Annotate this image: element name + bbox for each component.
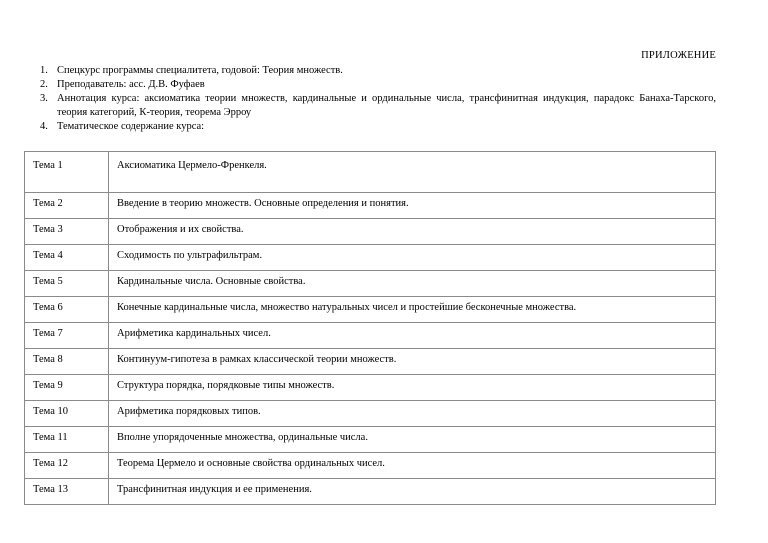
content-cell: Отображения и их свойства.	[109, 219, 716, 245]
table-row	[25, 427, 716, 453]
topic-cell: Тема 8	[25, 349, 109, 375]
content-cell: Арифметика кардинальных чисел.	[109, 323, 716, 349]
topic-cell: Тема 13	[25, 479, 109, 505]
topic-cell: Тема 11	[25, 427, 109, 453]
table-row	[25, 349, 716, 375]
content-cell: Теорема Цермело и основные свойства ординальных чисел.	[109, 453, 716, 479]
table-row	[25, 453, 716, 479]
topic-cell: Тема 9	[25, 375, 109, 401]
topic-cell: Тема 7	[25, 323, 109, 349]
content-cell: Континуум-гипотеза в рамках классической теории множеств.	[109, 349, 716, 375]
content-cell: Сходимость по ультрафильтрам.	[109, 245, 716, 271]
content-cell: Аксиоматика Цермело-Френкеля.	[109, 152, 716, 193]
table-row	[25, 479, 716, 505]
content-cell: Конечные кардинальные числа, множество натуральных чисел и простейшие бесконечные множества.	[109, 297, 716, 323]
course-info-list	[40, 64, 716, 134]
list-item-text: Аннотация курса: аксиоматика теории множеств, кардинальные и ординальные числа, трансфинитная индукция, парадокс Банаха-Тарского, теория категорий, К-теория, теорема Эрроу	[57, 93, 716, 118]
topic-cell: Тема 2	[25, 193, 109, 219]
appendix-label: ПРИЛОЖЕНИЕ	[641, 50, 716, 61]
list-item	[40, 78, 716, 92]
list-item	[40, 64, 716, 78]
topic-cell: Тема 10	[25, 401, 109, 427]
table-row	[25, 375, 716, 401]
content-cell: Введение в теорию множеств. Основные определения и понятия.	[109, 193, 716, 219]
list-item	[40, 120, 716, 134]
table-row	[25, 245, 716, 271]
topic-cell: Тема 6	[25, 297, 109, 323]
list-item-text: Преподаватель: асс. Д.В. Фуфаев	[57, 79, 205, 90]
content-cell: Арифметика порядковых типов.	[109, 401, 716, 427]
list-item-number: 2.	[40, 79, 48, 90]
topic-cell: Тема 1	[25, 152, 109, 193]
table-row	[25, 152, 716, 193]
table-row	[25, 271, 716, 297]
table-row	[25, 323, 716, 349]
table-row	[25, 297, 716, 323]
topic-cell: Тема 4	[25, 245, 109, 271]
topics-table	[24, 151, 716, 505]
list-item	[40, 92, 716, 120]
topic-cell: Тема 3	[25, 219, 109, 245]
table-row	[25, 193, 716, 219]
content-cell: Трансфинитная индукция и ее применения.	[109, 479, 716, 505]
table-row	[25, 401, 716, 427]
list-item-number: 4.	[40, 121, 48, 132]
list-item-text: Тематическое содержание курса:	[57, 121, 205, 132]
list-item-number: 1.	[40, 65, 48, 76]
topic-cell: Тема 12	[25, 453, 109, 479]
list-item-text: Спецкурс программы специалитета, годовой: Теория множеств.	[57, 65, 343, 76]
topic-cell: Тема 5	[25, 271, 109, 297]
content-cell: Кардинальные числа. Основные свойства.	[109, 271, 716, 297]
content-cell: Вполне упорядоченные множества, ординальные числа.	[109, 427, 716, 453]
table-row	[25, 219, 716, 245]
list-item-number: 3.	[40, 93, 48, 104]
content-cell: Структура порядка, порядковые типы множеств.	[109, 375, 716, 401]
